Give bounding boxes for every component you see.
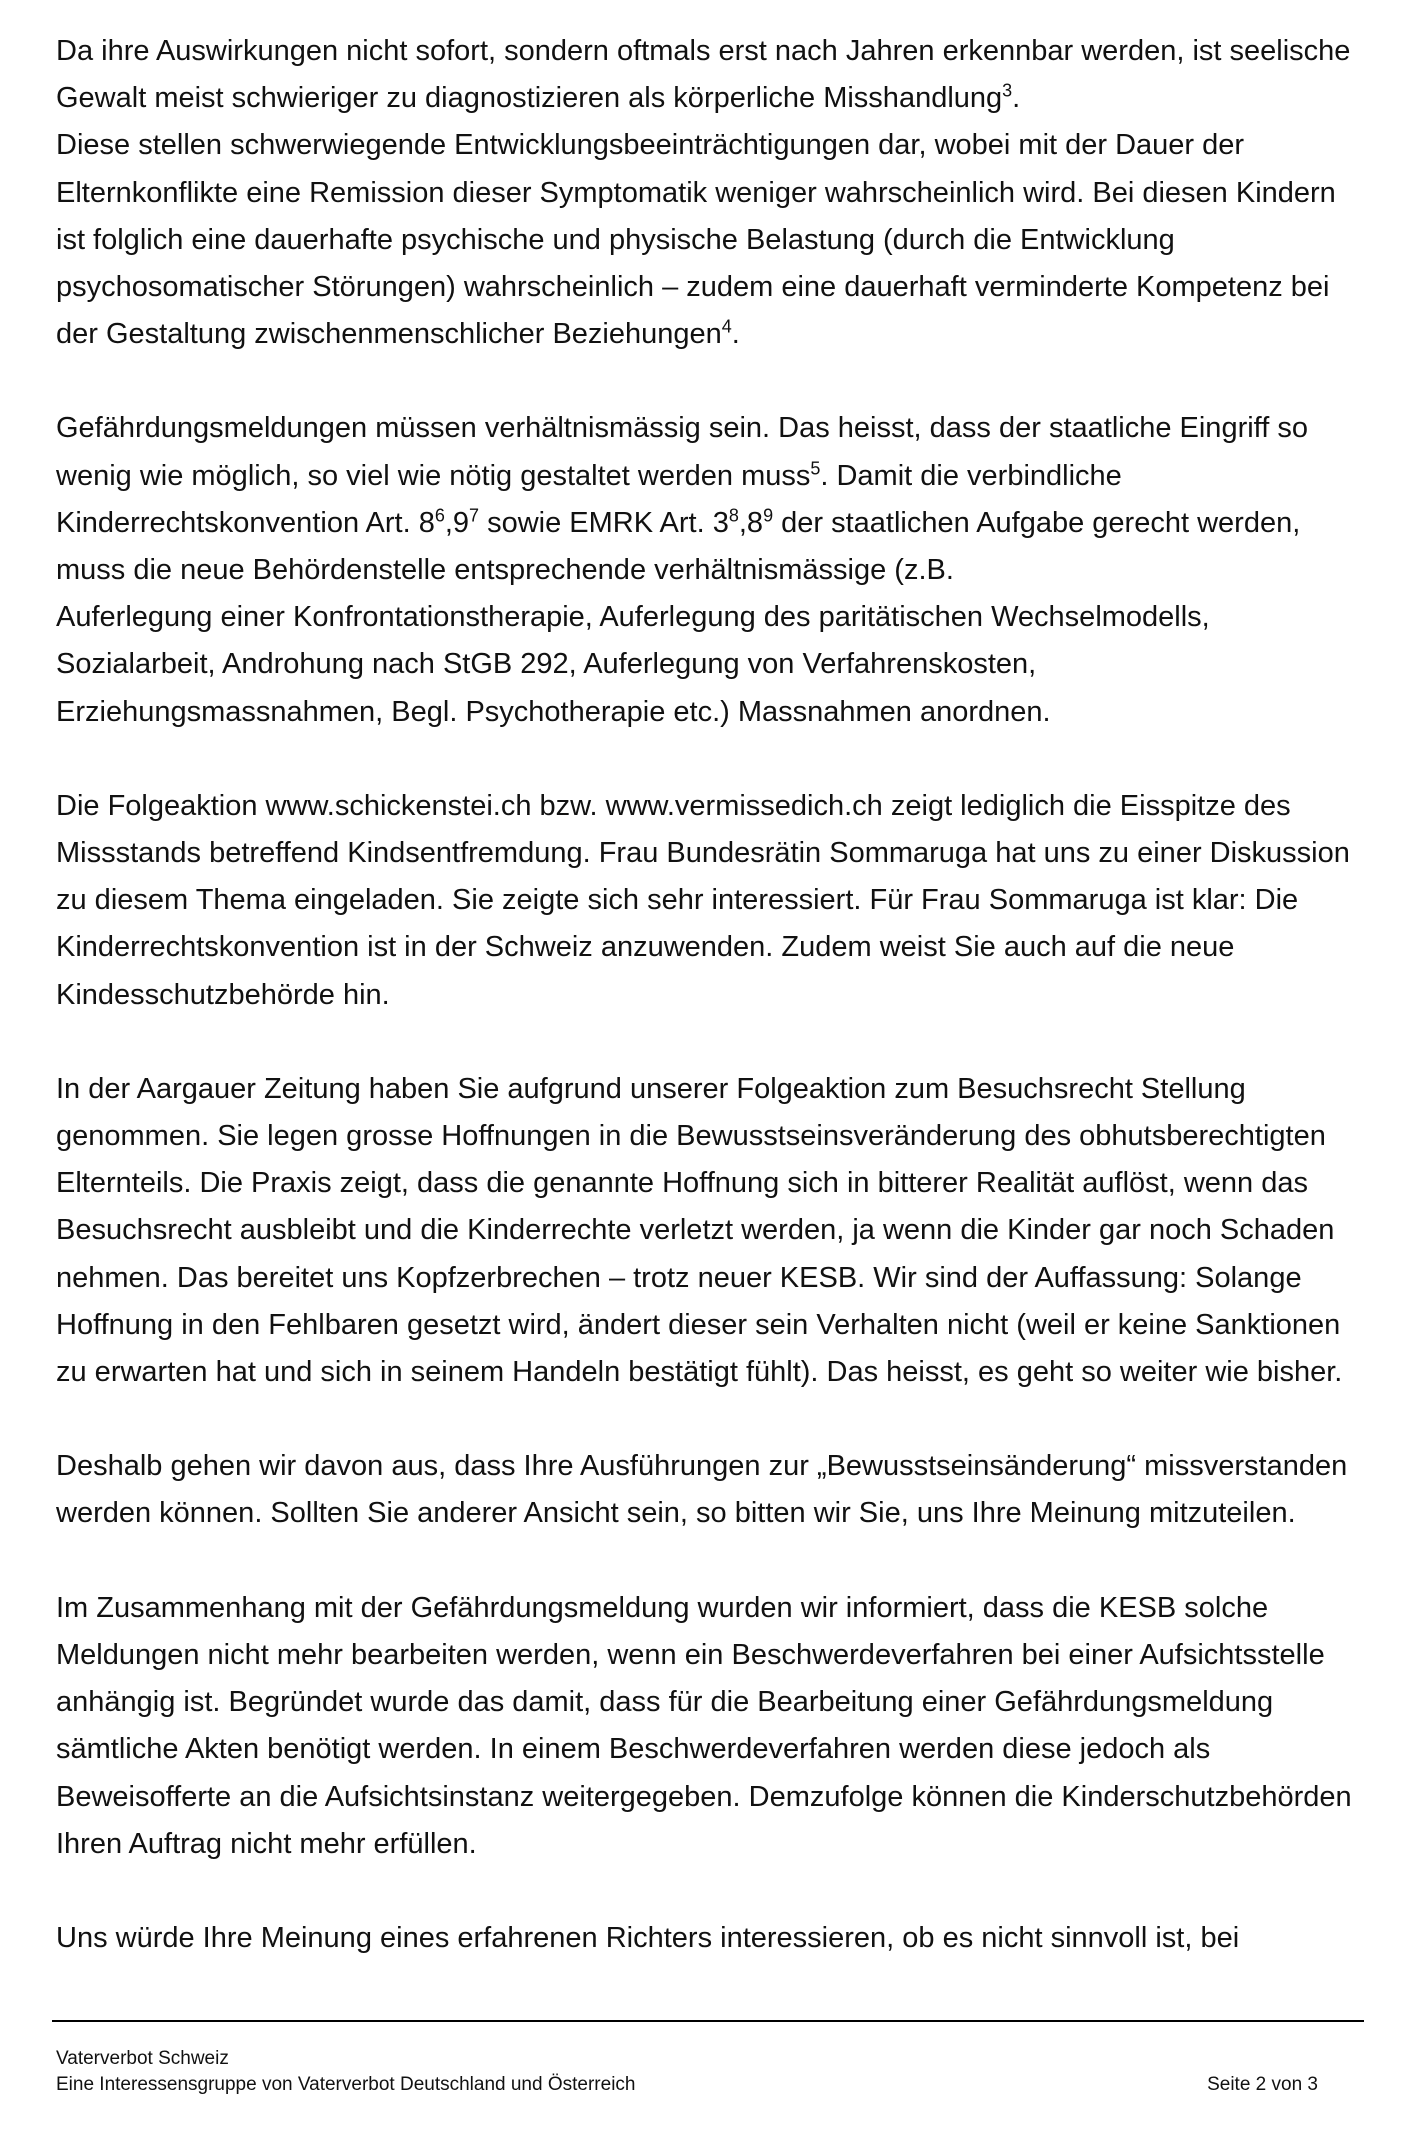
text-segment: .: [731, 318, 740, 351]
footer-org-name: Vaterverbot Schweiz: [56, 2048, 229, 2069]
text-segment: In der Aargauer Zeitung haben Sie aufgrund unserer Folgeaktion zum Besuchsrecht Stellung genommen. Sie legen grosse Hoffnungen in die Bewusstseinsveränderung des obhutsberechtigten Elternteils. Die Praxis zeigt, dass die genannte Hoffnung sich in bitterer Realität auflöst, wenn das Besuchsrecht ausbleibt und die Kinderrechte verletzt werden, ja wenn die Kinder gar noch Schaden nehmen. Das bereitet uns Kopfzerbrechen – trotz neuer KESB. Wir sind der Auffassung: Solange Hoffnung in den Fehlbaren gesetzt wird, ändert dieser sein Verhalten nicht (weil er keine Sanktionen zu erwarten hat und sich in seinem Handeln bestätigt fühlt). Das heisst, es geht so weiter wie bisher.: [56, 1072, 1343, 1389]
paragraph-gap: [56, 1019, 1356, 1066]
paragraph: [56, 28, 1356, 358]
paragraph-list: [56, 28, 1356, 1962]
text-segment: ,8: [738, 506, 764, 539]
text-segment: Auferlegung einer Konfrontationstherapie, Auferlegung des paritätischen Wechselmodells, Sozialarbeit, Androhung nach StGB 292, Auferlegung von Verfahrenskosten, Erziehungsmassnahmen, Begl. Psychotherapie etc.) Massnahmen anordnen.: [56, 601, 1210, 728]
text-segment: Da ihre Auswirkungen nicht sofort, sondern oftmals erst nach Jahren erkennbar werden, ist seelische Gewalt meist schwieriger zu diagnostizieren als körperliche Misshandlung: [56, 35, 1351, 115]
paragraph: [56, 783, 1356, 1019]
footnote-ref: 9: [763, 505, 774, 526]
footnote-ref: 8: [728, 505, 739, 526]
paragraph-gap: [56, 736, 1356, 783]
page-number: Seite 2 von 3: [1207, 2074, 1318, 2095]
paragraph: [56, 1585, 1356, 1868]
footnote-ref: 3: [1002, 80, 1013, 101]
paragraph-gap: [56, 1396, 1356, 1443]
footnote-ref: 5: [810, 457, 821, 478]
paragraph: [56, 1443, 1356, 1537]
text-segment: Im Zusammenhang mit der Gefährdungsmeldung wurden wir informiert, dass die KESB solche Meldungen nicht mehr bearbeiten werden, wenn ein Beschwerdeverfahren bei einer Aufsichtsstelle anhängig ist. Begründet wurde das damit, dass für die Bearbeitung einer Gefährdungsmeldung sämtliche Akten benötigt werden. In einem Beschwerdeverfahren werden diese jedoch als Beweisofferte an die Aufsichtsinstanz weitergegeben. Demzufolge können die Kinderschutzbehörden Ihren Auftrag nicht mehr erfüllen.: [56, 1591, 1352, 1860]
text-segment: Uns würde Ihre Meinung eines erfahrenen Richters interessieren, ob es nicht sinnvoll ist, bei: [56, 1921, 1240, 1954]
paragraph: [56, 1915, 1356, 1962]
paragraph-gap: [56, 358, 1356, 405]
document-body: [56, 28, 1356, 1962]
paragraph: [56, 405, 1356, 735]
footer-org-subtitle: Eine Interessensgruppe von Vaterverbot Deutschland und Österreich: [56, 2074, 636, 2095]
text-segment: Die Folgeaktion www.schickenstei.ch bzw. www.vermissedich.ch zeigt lediglich die Eisspitze des Missstands betreffend Kindsentfremdung. Frau Bundesrätin Sommaruga hat uns zu einer Diskussion zu diesem Thema eingeladen. Sie zeigte sich sehr interessiert. Für Frau Sommaruga ist klar: Die Kinderrechtskonvention ist in der Schweiz anzuwenden. Zudem weist Sie auch auf die neue Kindesschutzbehörde hin.: [56, 789, 1350, 1011]
paragraph-gap: [56, 1538, 1356, 1585]
footer-divider: [52, 2020, 1364, 2022]
text-segment: .: [1012, 82, 1021, 115]
footnote-ref: 7: [469, 505, 480, 526]
text-segment: . Damit die verbindliche Kinderrechtskonvention Art. 8: [56, 459, 1122, 539]
text-segment: sowie EMRK Art. 3: [479, 506, 729, 539]
footnote-ref: 4: [721, 316, 732, 337]
text-segment: der staatlichen Aufgabe gerecht werden, muss die neue Behördenstelle entsprechende verhältnismässige (z.B.: [56, 506, 1301, 587]
paragraph-gap: [56, 1868, 1356, 1915]
paragraph: [56, 1066, 1356, 1396]
text-segment: Diese stellen schwerwiegende Entwicklungsbeeinträchtigungen dar, wobei mit der Dauer der Elternkonflikte eine Remission dieser Symptomatik weniger wahrscheinlich wird. Bei diesen Kindern ist folglich eine dauerhafte psychische und physische Belastung (durch die Entwicklung psychosomatischer Störungen) wahrscheinlich – zudem eine dauerhaft verminderte Kompetenz bei der Gestaltung zwischenmenschlicher Beziehungen: [56, 129, 1336, 351]
text-segment: ,9: [444, 506, 470, 539]
page-footer: [56, 2046, 1318, 2098]
text-segment: Deshalb gehen wir davon aus, dass Ihre Ausführungen zur „Bewusstseinsänderung“ missverstanden werden können. Sollten Sie anderer Ansicht sein, so bitten wir Sie, uns Ihre Meinung mitzuteilen.: [56, 1450, 1348, 1530]
footnote-ref: 6: [434, 505, 445, 526]
text-segment: Gefährdungsmeldungen müssen verhältnismässig sein. Das heisst, dass der staatliche Eingriff so wenig wie möglich, so viel wie nötig gestaltet werden muss: [56, 412, 1308, 492]
